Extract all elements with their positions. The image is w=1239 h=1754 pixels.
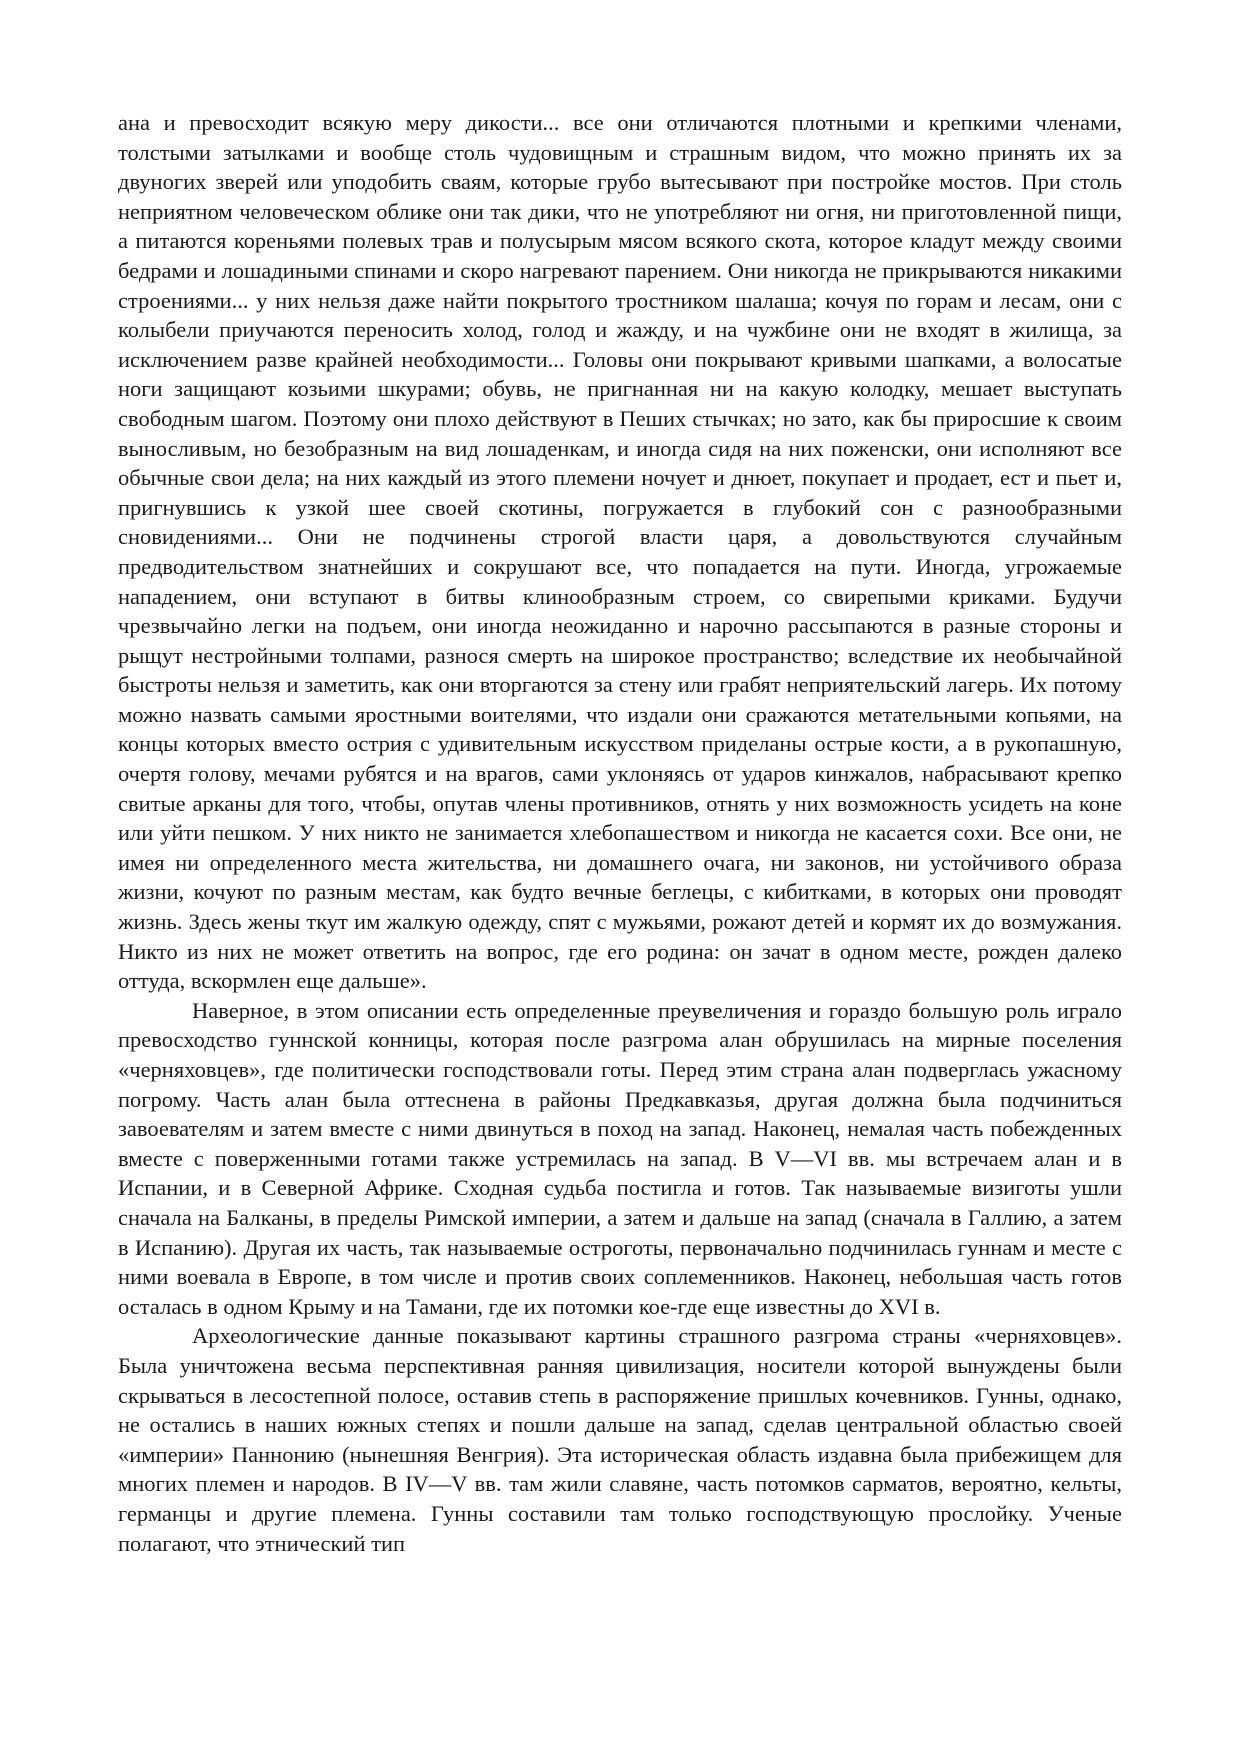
paragraph-3: Археологические данные показывают картины страшного разгрома страны «черняховцев». Была уничтожена весьма перспективная ранняя цивилизация, носители которой вынуждены были скрываться в лесостепной полосе, оставив степь в распоряжение пришлых кочевников. Гунны, однако, не остались в наших южных степях и пошли дальше на запад, сделав центральной областью своей «империи» Паннонию (нынешняя Венгрия). Эта историческая область издавна была прибежищем для многих племен и народов. В IV—V вв. там жили славяне, часть потомков сарматов, вероятно, кельты, германцы и другие племена. Гунны составили там только господствующую прослойку. Ученые полагают, что этнический тип: [118, 1323, 1122, 1556]
paragraph-1: ана и превосходит всякую меру дикости... все они отличаются плотными и крепкими членами, толстыми затылками и вообще столь чудовищным и страшным видом, что можно принять их за двуногих зверей или уподобить сваям, которые грубо вытесывают при постройке мостов. При столь неприятном человеческом облике они так дики, что не употребляют ни огня, ни приготовленной пищи, а питаются кореньями полевых трав и полусырым мясом всякого скота, которое кладут между своими бедрами и лошадиными спинами и скоро нагревают парением. Они никогда не прикрываются никакими строениями... у них нельзя даже найти покрытого тростником шалаша; кочуя по горам и лесам, они с колыбели приучаются переносить холод, голод и жажду, и на чужбине они не входят в жилища, за исключением разве крайней необходимости... Головы они покрывают кривыми шапками, а волосатые ноги защищают козьими шкурами; обувь, не пригнанная ни на какую колодку, мешает выступать свободным шагом. Поэтому они плохо действуют в Пеших стычках; но зато, как бы приросшие к своим выносливым, но безобразным на вид лошаденкам, и иногда сидя на них поженски, они исполняют все обычные свои дела; на них каждый из этого племени ночует и днюет, покупает и продает, ест и пьет и, пригнувшись к узкой шее своей скотины, погружается в глубокий сон с разнообразными сновидениями... Они не подчинены строгой власти царя, а довольствуются случайным предводительством знатнейших и сокрушают все, что попадается на пути. Иногда, угрожаемые нападением, они вступают в битвы клинообразным строем, со свирепыми криками. Будучи чрезвычайно легки на подъем, они иногда неожиданно и нарочно рассыпаются в разные стороны и рыщут нестройными толпами, разнося смерть на широкое пространство; вследствие их необычайной быстроты нельзя и заметить, как они вторгаются за стену или грабят неприятельский лагерь. Их потому можно назвать самыми яростными воителями, что издали они сражаются метательными копьями, на концы которых вместо острия с удивительным искусством приделаны острые кости, а в рукопашную, очертя голову, мечами рубятся и на врагов, сами уклоняясь от ударов кинжалов, набрасывают крепко свитые арканы для того, чтобы, опутав члены противников, отнять у них возможность усидеть на коне или уйти пешком. У них никто не занимается хлебопашеством и никогда не касается сохи. Все они, не имея ни определенного места жительства, ни домашнего очага, ни законов, ни устойчивого образа жизни, кочуют по разным местам, как будто вечные беглецы, с кибитками, в которых они проводят жизнь. Здесь жены ткут им жалкую одежду, спят с мужьями, рожают детей и кормят их до возмужания. Никто из них не может ответить на вопрос, где его родина: он зачат в одном месте, рожден далеко оттуда, вскормлен еще дальше».: [118, 110, 1122, 994]
paragraph-2: Наверное, в этом описании есть определенные преувеличения и гораздо большую роль играло превосходство гуннской конницы, которая после разгрома алан обрушилась на мирные поселения «черняховцев», где политически господствовали готы. Перед этим страна алан подверглась ужасному погрому. Часть алан была оттеснена в районы Предкавказья, другая должна была подчиниться завоевателям и затем вместе с ними двинуться в поход на запад. Наконец, немалая часть побежденных вместе с поверженными готами также устремилась на запад. В V—VI вв. мы встречаем алан и в Испании, и в Северной Африке. Сходная судьба постигла и готов. Так называемые визиготы ушли сначала на Балканы, в пределы Римской империи, а затем и дальше на запад (сначала в Галлию, а затем в Испанию). Другая их часть, так называемые остроготы, первоначально подчинилась гуннам и месте с ними воевала в Европе, в том числе и против своих соплеменников. Наконец, небольшая часть готов осталась в одном Крыму и на Тамани, где их потомки кое-где еще известны до XVI в.: [118, 997, 1122, 1319]
document-page: [118, 108, 1122, 1558]
